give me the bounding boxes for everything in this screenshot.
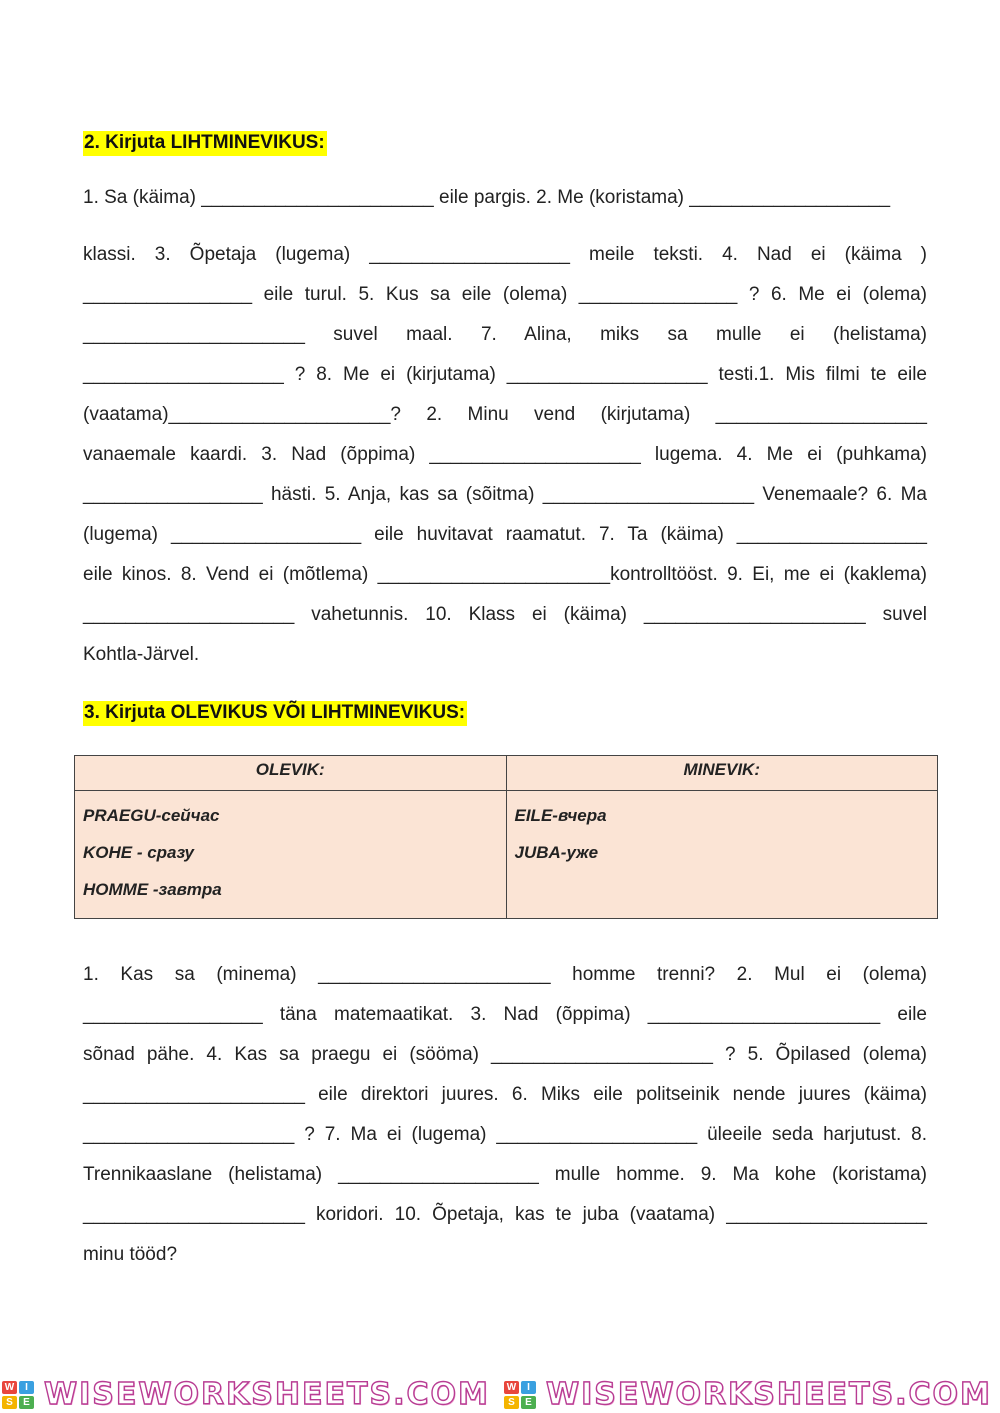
exercise-line: ____________________ ? 7. Ma ei (lugema) ___________________ üleeile seda harjutust. 8. — [83, 1124, 927, 1145]
exercise-line: 1. Kas sa (minema) ______________________ homme trenni? 2. Mul ei (olema) — [83, 964, 927, 985]
exercise-line: _____________________ eile direktori juures. 6. Miks eile politseinik nende juures (käima) — [83, 1084, 927, 1105]
exercise-line: minu tööd? — [83, 1244, 178, 1265]
exercise-line: Trennikaaslane (helistama) ___________________ mulle homme. 9. Ma kohe (koristama) — [83, 1164, 927, 1185]
wiseworksheets-logo-icon: W I S E — [504, 1379, 540, 1411]
olevik-item: PRAEGU-сейчас — [83, 806, 220, 825]
watermark-group — [504, 1376, 992, 1413]
watermark-group — [2, 1376, 490, 1413]
wiseworksheets-logo-icon: W I S E — [2, 1379, 38, 1411]
olevik-cell — [75, 791, 507, 919]
olevik-header: OLEVIK: — [75, 756, 507, 791]
exercise-line: _____________________ suvel maal. 7. Alina, miks sa mulle ei (helistama) — [83, 324, 927, 345]
section-2-heading: 2. Kirjuta LIHTMINEVIKUS: — [83, 131, 327, 156]
olevik-item: KOHE - сразу — [83, 843, 194, 862]
minevik-header: MINEVIK: — [506, 756, 938, 791]
exercise-line: klassi. 3. Õpetaja (lugema) ___________________ meile teksti. 4. Nad ei (käima ) — [83, 244, 927, 265]
watermark-footer — [0, 1376, 1000, 1413]
tense-table — [74, 755, 938, 919]
olevik-item: HOMME -завтра — [83, 880, 222, 899]
minevik-item: JUBA-уже — [514, 843, 599, 862]
minevik-item: EILE-вчера — [514, 806, 607, 825]
exercise-line: _________________ täna matemaatikat. 3. Nad (õppima) ______________________ eile — [83, 1004, 927, 1025]
exercise-line: _____________________ koridori. 10. Õpetaja, kas te juba (vaatama) ___________________ — [83, 1204, 927, 1225]
exercise-line: vanaemale kaardi. 3. Nad (õppima) ____________________ lugema. 4. Me ei (puhkama) — [83, 444, 927, 465]
exercise-line: ___________________ ? 8. Me ei (kirjutama) ___________________ testi.1. Mis filmi te eile — [83, 364, 927, 385]
watermark-text: WISEWORKSHEETS.COM — [44, 1377, 490, 1412]
exercise-line: (vaatama)_____________________? 2. Minu vend (kirjutama) ____________________ — [83, 404, 927, 425]
exercise-line: ________________ eile turul. 5. Kus sa eile (olema) _______________ ? 6. Me ei (olema) — [83, 284, 927, 305]
section-3-heading: 3. Kirjuta OLEVIKUS VÕI LIHTMINEVIKUS: — [83, 701, 467, 726]
exercise-line: 1. Sa (käima) ______________________ eile pargis. 2. Me (koristama) ___________________ — [83, 187, 891, 208]
minevik-cell — [506, 791, 938, 919]
exercise-line: eile kinos. 8. Vend ei (mõtlema) ______________________kontrolltööst. 9. Ei, me ei (kaklema) — [83, 564, 927, 585]
exercise-line: ____________________ vahetunnis. 10. Klass ei (käima) _____________________ suvel — [83, 604, 927, 625]
exercise-line: sõnad pähe. 4. Kas sa praegu ei (sööma) _____________________ ? 5. Õpilased (olema) — [83, 1044, 927, 1065]
exercise-line: (lugema) __________________ eile huvitavat raamatut. 7. Ta (käima) __________________ — [83, 524, 927, 545]
exercise-line: _________________ hästi. 5. Anja, kas sa (sõitma) ____________________ Venemaale? 6. Ma — [83, 484, 927, 505]
watermark-text: WISEWORKSHEETS.COM — [546, 1377, 992, 1412]
exercise-line: Kohtla-Järvel. — [83, 644, 200, 665]
